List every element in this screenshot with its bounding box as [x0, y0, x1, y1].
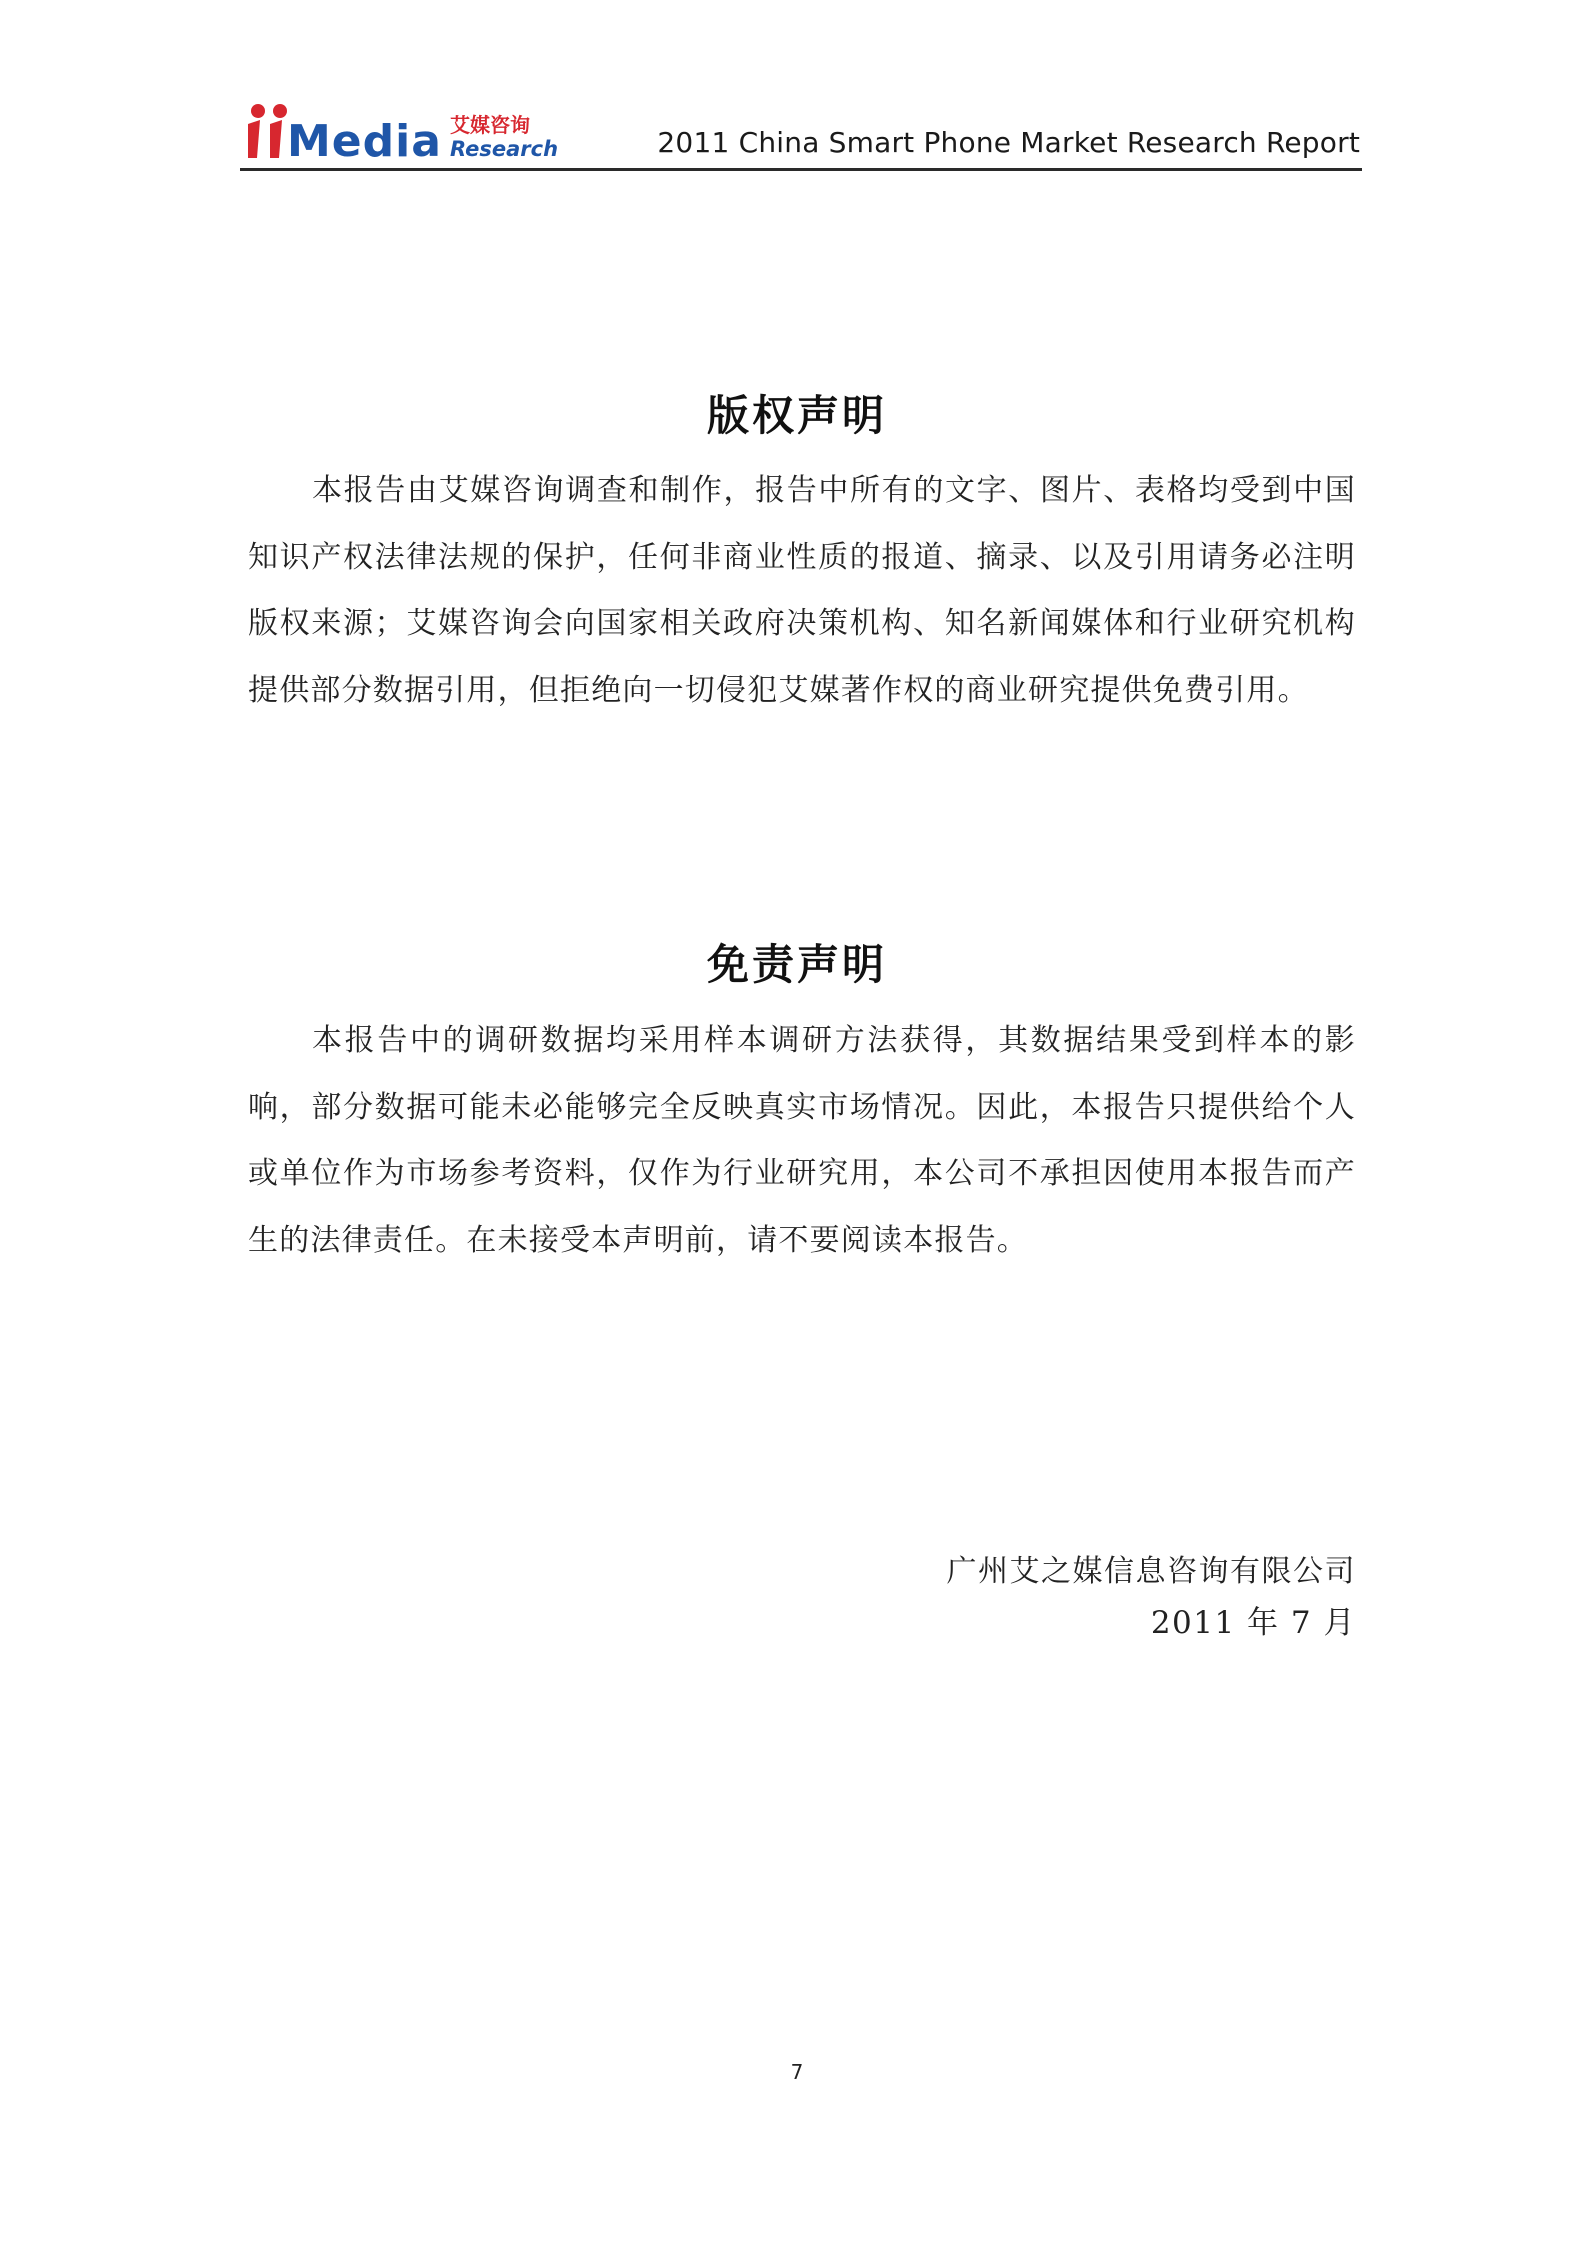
page-number: 7: [790, 2060, 804, 2084]
disclaimer-paragraph: 本报告中的调研数据均采用样本调研方法获得，其数据结果受到样本的影响，部分数据可能未必能够完全反映真实市场情况。因此，本报告只提供给个人或单位作为市场参考资料，仅作为行业研究用，本公司不承担因使用本报告而产生的法律责任。在未接受本声明前，请不要阅读本报告。: [248, 1023, 1356, 1258]
svg-text:艾媒咨询: 艾媒咨询: [450, 113, 530, 137]
signature-company: 广州艾之媒信息咨询有限公司: [946, 1554, 1356, 1589]
header-divider: [240, 168, 1362, 171]
report-title: 2011 China Smart Phone Market Research Report: [657, 126, 1360, 159]
svg-text:Research: Research: [450, 137, 559, 161]
copyright-paragraph: 本报告由艾媒咨询调查和制作，报告中所有的文字、图片、表格均受到中国知识产权法律法规的保护，任何非商业性质的报道、摘录、以及引用请务必注明版权来源；艾媒咨询会向国家相关政府决策机构、知名新闻媒体和行业研究机构提供部分数据引用，但拒绝向一切侵犯艾媒著作权的商业研究提供免费引用。: [248, 473, 1356, 708]
page-header: [240, 92, 1362, 172]
signature-date: 2011 年 7 月: [1150, 1605, 1356, 1641]
copyright-heading: 版权声明: [706, 391, 887, 440]
disclaimer-heading: 免责声明: [706, 940, 887, 989]
svg-text:Media: Media: [287, 116, 442, 167]
iimedia-logo: [244, 100, 559, 167]
